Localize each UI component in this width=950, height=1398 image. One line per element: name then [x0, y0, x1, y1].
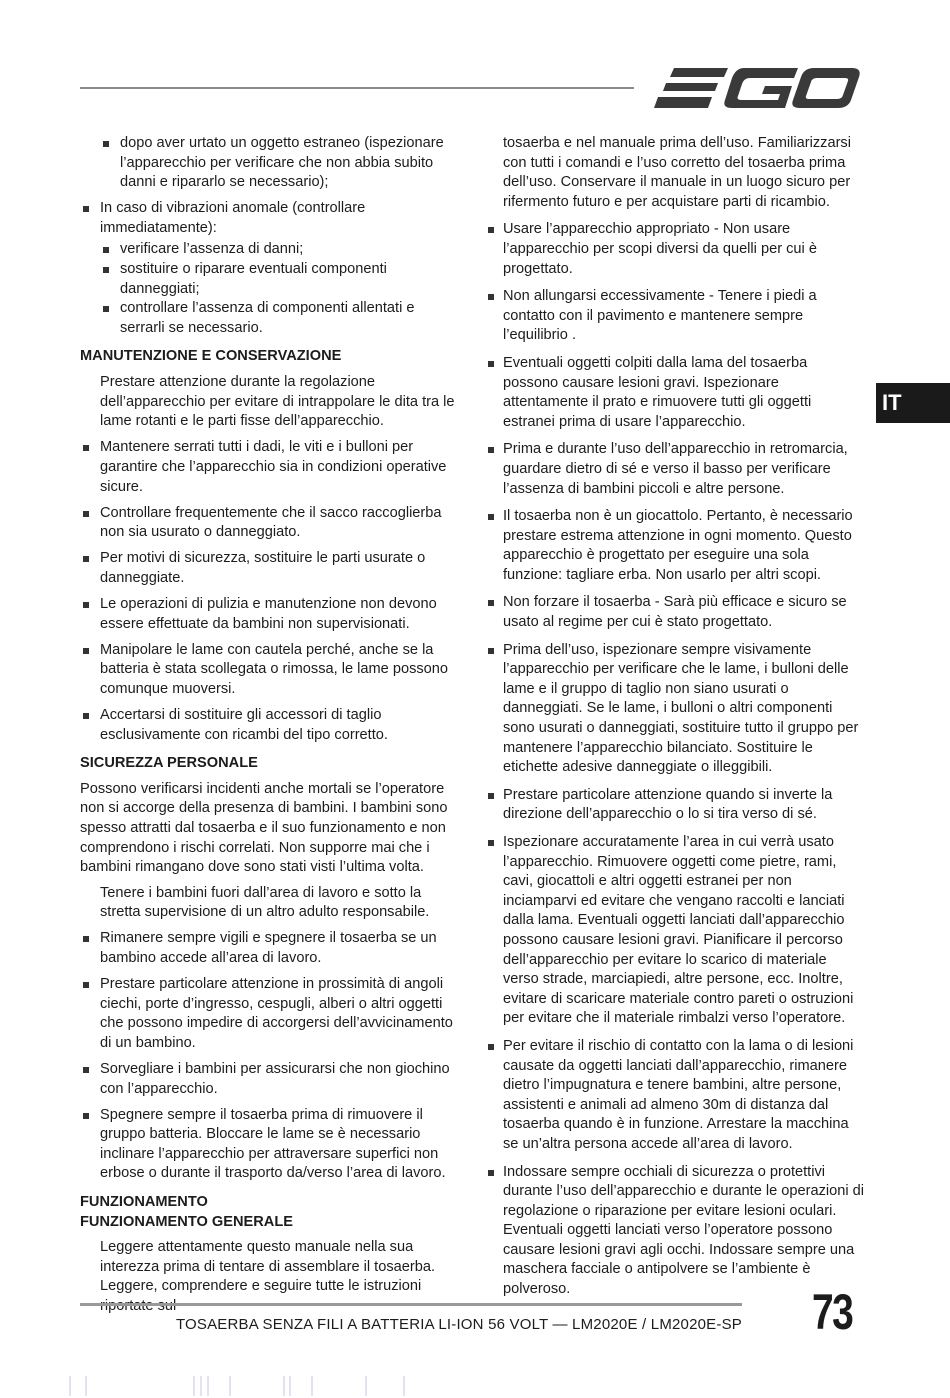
list-item: Controllare frequentemente che il sacco raccoglierba non sia usurato o danneggiato. — [80, 504, 460, 543]
bullet-list — [80, 373, 460, 745]
list-item: Prima dell’uso, ispezionare sempre visivamente l’apparecchio per verificare che le lame, i bulloni delle lame e il gruppo di taglio non siano usurati o danneggiati. Se le lame, i bulloni o altri componenti sono usurati o danneggiati, sostituire tutto il gruppo per mantenere l’apparecchio bilanciato. Sostituire le etichette adesive danneggiate o illeggibili. — [485, 641, 865, 778]
list-item: Mantenere serrati tutti i dadi, le viti e i bulloni per garantire che l’apparecchio sia in condizioni operative sicure. — [80, 438, 460, 497]
list-item-text: In caso di vibrazioni anomale (controllare immediatamente): — [100, 200, 366, 236]
section-subheading-line: FUNZIONAMENTO GENERALE — [80, 1213, 293, 1230]
list-item: Prima e durante l’uso dell’apparecchio in retromarcia, guardare dietro di sé e verso il basso per verificare l’assenza di bambini piccoli e altre persone. — [485, 440, 865, 499]
bullet-list — [80, 884, 460, 1184]
right-column — [485, 134, 865, 1308]
list-item: Tenere i bambini fuori dall’area di lavoro e sotto la stretta supervisione di un altro adulto responsabile. — [100, 884, 430, 921]
list-item: Il tosaerba non è un giocattolo. Pertanto, è necessario prestare estrema attenzione in ogni momento. Questo apparecchio è progettato per eseguire una sola funzione: tagliare erba. Non usarlo per altri scopi. — [485, 507, 865, 585]
list-item: Manipolare le lame con cautela perché, anche se la batteria è stata scollegata o rimossa, le lame possono comunque muoversi. — [80, 641, 460, 700]
left-column — [80, 134, 460, 1323]
list-item: Per motivi di sicurezza, sostituire le parti usurate o danneggiate. — [80, 549, 460, 588]
list-item: Accertarsi di sostituire gli accessori di taglio esclusivamente con ricambi del tipo corretto. — [80, 706, 460, 745]
crop-marks — [60, 1376, 460, 1396]
ego-logo — [652, 64, 862, 112]
list-item: sostituire o riparare eventuali componenti danneggiati; — [100, 260, 460, 299]
section-heading — [80, 1193, 460, 1232]
sub-list — [100, 240, 460, 338]
section-heading: SICUREZZA PERSONALE — [80, 755, 258, 772]
header-rule — [80, 87, 634, 89]
list-item: Prestare particolare attenzione quando si inverte la direzione dell’apparecchio o lo si tira verso di sé. — [485, 786, 865, 825]
footer-rule — [80, 1303, 742, 1306]
list-item: dopo aver urtato un oggetto estraneo (ispezionare l’apparecchio per verificare che non abbia subito danni e ripararlo se necessario); — [100, 134, 460, 193]
list-item: Sorvegliare i bambini per assicurarsi che non giochino con l’apparecchio. — [80, 1060, 460, 1099]
page-number: 73 — [812, 1284, 853, 1340]
list-item — [80, 134, 460, 193]
footer-title: TOSAERBA SENZA FILI A BATTERIA LI-ION 56 VOLT — LM2020E / LM2020E-SP — [175, 1316, 742, 1333]
list-item — [80, 199, 460, 338]
list-item: Per evitare il rischio di contatto con la lama o di lesioni causate da oggetti lanciati dall’apparecchio, rimanere dietro l’impugnatura e tenere bambini, altre persone, assistenti e animali ad almeno 30m di distanza dal tosaerba quando è in funzione. Arrestare la macchina se un’altra persona accede all’area di lavoro. — [485, 1037, 865, 1155]
sub-list — [80, 134, 460, 193]
list-item: Ispezionare accuratamente l’area in cui verrà usato l’apparecchio. Rimuovere oggetti come pietre, rami, cavi, giocattoli e altri oggetti estranei per non inciamparvi ed evitare che vengano raccolti e lanciati dalla lama. Eventuali oggetti lanciati dall’apparecchio possono causare lesioni gravi. Pianificare il percorso dell’apparecchio per evitare lo scarico di materiale verso strade, marciapiedi, altre persone, ecc. Inoltre, evitare di scaricare materiale contro pareti o ostruzioni per evitare che il materiale rimbalzi verso l’operatore. — [485, 833, 865, 1029]
list-item: Non forzare il tosaerba - Sarà più efficace e sicuro se usato al regime per cui è stato progettato. — [485, 593, 865, 632]
list-item: Non allungarsi eccessivamente - Tenere i piedi a contatto con il pavimento e mantenere sempre l’equilibrio . — [485, 287, 865, 346]
bullet-list — [485, 220, 865, 1299]
list-item: Spegnere sempre il tosaerba prima di rimuovere il gruppo batteria. Bloccare le lame se è necessario inclinare l’apparecchio per attraversare superfici non erbose o durante il trasporto da/verso l’area di lavoro. — [80, 1106, 460, 1184]
list-item: Rimanere sempre vigili e spegnere il tosaerba se un bambino accede all’area di lavoro. — [80, 929, 460, 968]
list-item: Usare l’apparecchio appropriato - Non usare l’apparecchio per scopi diversi da quelli per cui è progettato. — [485, 220, 865, 279]
list-item: controllare l’assenza di componenti allentati e serrarli se necessario. — [100, 299, 460, 338]
list-item: Indossare sempre occhiali di sicurezza o protettivi durante l’uso dell’apparecchio e durante le operazioni di regolazione o riparazione per evitare lesioni oculari. Eventuali oggetti lanciati verso l’operatore possono causare lesioni gravi agli occhi. Indossare sempre una maschera facciale o antipolvere se l’ambiente è polveroso. — [485, 1163, 865, 1300]
list-item: Leggere attentamente questo manuale nella sua interezza prima di tentare di assemblare il tosaerba. Leggere, comprendere e seguire tutte le istruzioni — [100, 1239, 436, 1295]
section-heading-line: FUNZIONAMENTO — [80, 1194, 208, 1210]
list-item: verificare l’assenza di danni; — [100, 240, 460, 260]
list-item: Prestare particolare attenzione in prossimità di angoli ciechi, porte d’ingresso, cespugli, alberi o altri oggetti che possono impedire di accorgersi dell’avvicinamento di un bambino. — [80, 975, 460, 1053]
section-heading: MANUTENZIONE E CONSERVAZIONE — [80, 348, 342, 365]
paragraph-continuation: tosaerba e nel manuale prima dell’uso. Familiarizzarsi con tutti i comandi e l’uso corretto del tosaerba prima dell’uso. Conservare il manuale in un luogo sicuro per rifermento futuro e per acquistare parti di ricambio. — [503, 135, 851, 210]
list-item: Le operazioni di pulizia e manutenzione non devono essere effettuate da bambini non supervisionati. — [80, 595, 460, 634]
bullet-list — [80, 134, 460, 338]
list-item: Eventuali oggetti colpiti dalla lama del tosaerba possono causare lesioni gravi. Ispezionare attentamente il prato e rimuovere tutti gli oggetti estranei prima di usare l’apparecchio. — [485, 354, 865, 432]
paragraph: Possono verificarsi incidenti anche mortali se l’operatore non si accorge della presenza di bambini. I bambini sono spesso attratti dal tosaerba e il suo funzionamento e non comprendono i rischi correlati. Non supporre mai che i bambini rimangano dove sono stati visti l’ultima volta. — [80, 780, 448, 876]
language-tab: IT — [876, 383, 950, 423]
list-item: Prestare attenzione durante la regolazione dell’apparecchio per evitare di intrappolare le dita tra le lame rotanti e le parti fisse dell’apparecchio. — [100, 374, 455, 430]
